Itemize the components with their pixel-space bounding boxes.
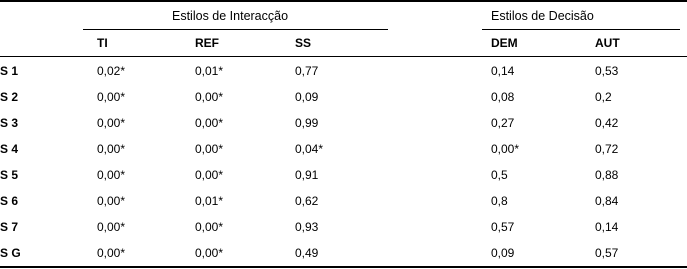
cell-ref: 0,00*: [195, 90, 224, 104]
cell-ss: 0,77: [295, 64, 319, 78]
group-header-interaction: Estilos de Interacção: [172, 9, 289, 23]
cell-ref: 0,00*: [195, 116, 224, 130]
column-header-aut: AUT: [595, 36, 620, 50]
cell-dem: 0,5: [491, 168, 508, 182]
group-header-decision: Estilos de Decisão: [491, 9, 594, 23]
column-header-ref: REF: [195, 36, 219, 50]
cell-ref: 0,00*: [195, 168, 224, 182]
cell-ref: 0,01*: [195, 194, 224, 208]
cell-ti: 0,00*: [97, 220, 126, 234]
cell-dem: 0,08: [491, 90, 515, 104]
cell-ss: 0,62: [295, 194, 319, 208]
cell-aut: 0,88: [595, 168, 619, 182]
row-label: S 3: [0, 116, 19, 130]
cell-ss: 0,49: [295, 246, 319, 260]
cell-ti: 0,00*: [97, 142, 126, 156]
row-label: S 4: [0, 142, 19, 156]
cell-ti: 0,00*: [97, 194, 126, 208]
cell-ss: 0,04*: [295, 142, 324, 156]
column-header-dem: DEM: [491, 36, 518, 50]
cell-ss: 0,99: [295, 116, 319, 130]
cell-ti: 0,00*: [97, 246, 126, 260]
cell-aut: 0,57: [595, 246, 619, 260]
cell-ti: 0,00*: [97, 168, 126, 182]
row-label: S G: [0, 246, 21, 260]
cell-ref: 0,01*: [195, 64, 224, 78]
cell-aut: 0,53: [595, 64, 619, 78]
interaction-group-underline: [83, 29, 388, 30]
decision-group-underline: [482, 29, 680, 30]
cell-ti: 0,00*: [97, 116, 126, 130]
cell-aut: 0,2: [595, 90, 612, 104]
cell-dem: 0,14: [491, 64, 515, 78]
cell-dem: 0,27: [491, 116, 515, 130]
row-label: S 2: [0, 90, 19, 104]
cell-dem: 0,09: [491, 246, 515, 260]
row-label: S 6: [0, 194, 19, 208]
row-label: S 5: [0, 168, 19, 182]
cell-ss: 0,91: [295, 168, 319, 182]
cell-aut: 0,14: [595, 220, 619, 234]
cell-aut: 0,84: [595, 194, 619, 208]
cell-ref: 0,00*: [195, 220, 224, 234]
cell-dem: 0,8: [491, 194, 508, 208]
row-label: S 7: [0, 220, 19, 234]
cell-aut: 0,42: [595, 116, 619, 130]
cell-dem: 0,00*: [491, 142, 520, 156]
cell-ti: 0,02*: [97, 64, 126, 78]
column-header-ss: SS: [295, 36, 312, 50]
cell-dem: 0,57: [491, 220, 515, 234]
cell-ti: 0,00*: [97, 90, 126, 104]
cell-aut: 0,72: [595, 142, 619, 156]
table-top-rule: [0, 0, 687, 2]
cell-ref: 0,00*: [195, 142, 224, 156]
cell-ss: 0,09: [295, 90, 319, 104]
table-bottom-rule: [0, 266, 687, 268]
header-bottom-rule: [0, 56, 687, 57]
cell-ref: 0,00*: [195, 246, 224, 260]
row-label: S 1: [0, 64, 19, 78]
column-header-ti: TI: [97, 36, 108, 50]
cell-ss: 0,93: [295, 220, 319, 234]
